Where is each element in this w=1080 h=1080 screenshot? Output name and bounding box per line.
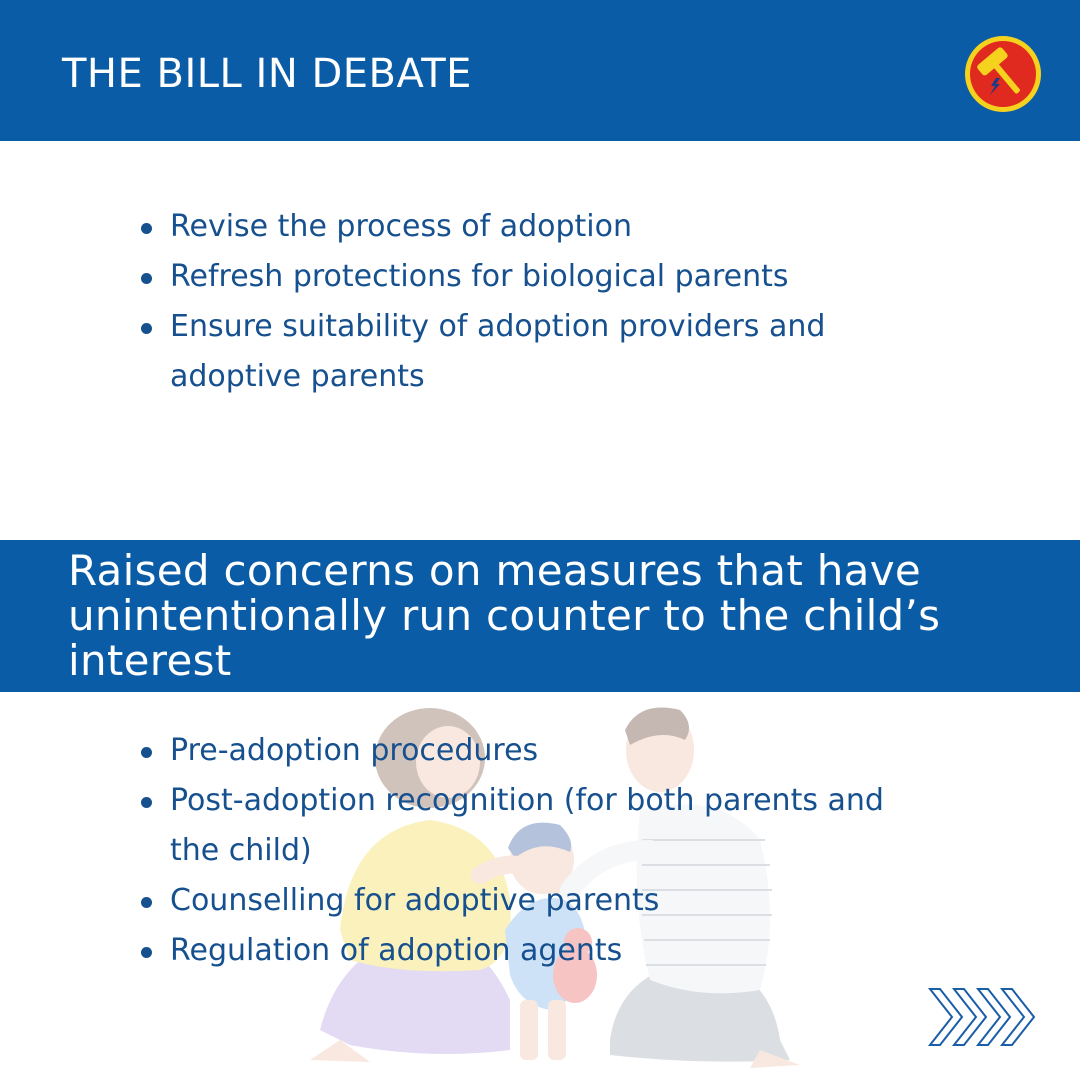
header-bar bbox=[0, 0, 1080, 141]
list-item: Regulation of adoption agents bbox=[140, 926, 930, 976]
bill-points-list bbox=[140, 202, 860, 402]
page-title: THE BILL IN DEBATE bbox=[62, 51, 472, 97]
hammer-lightning-logo-icon bbox=[963, 34, 1043, 114]
list-item: Ensure suitability of adoption providers and adoptive parents bbox=[140, 302, 860, 402]
list-item: Pre-adoption procedures bbox=[140, 726, 930, 776]
concerns-list bbox=[140, 726, 930, 976]
concerns-heading: Raised concerns on measures that have unintentionally run counter to the child’s interest bbox=[68, 546, 941, 685]
list-item: Refresh protections for biological parents bbox=[140, 252, 860, 302]
list-item: Revise the process of adoption bbox=[140, 202, 860, 252]
chevrons-right-icon[interactable] bbox=[926, 985, 1046, 1049]
list-item: Post-adoption recognition (for both parents and the child) bbox=[140, 776, 930, 876]
list-item: Counselling for adoptive parents bbox=[140, 876, 930, 926]
